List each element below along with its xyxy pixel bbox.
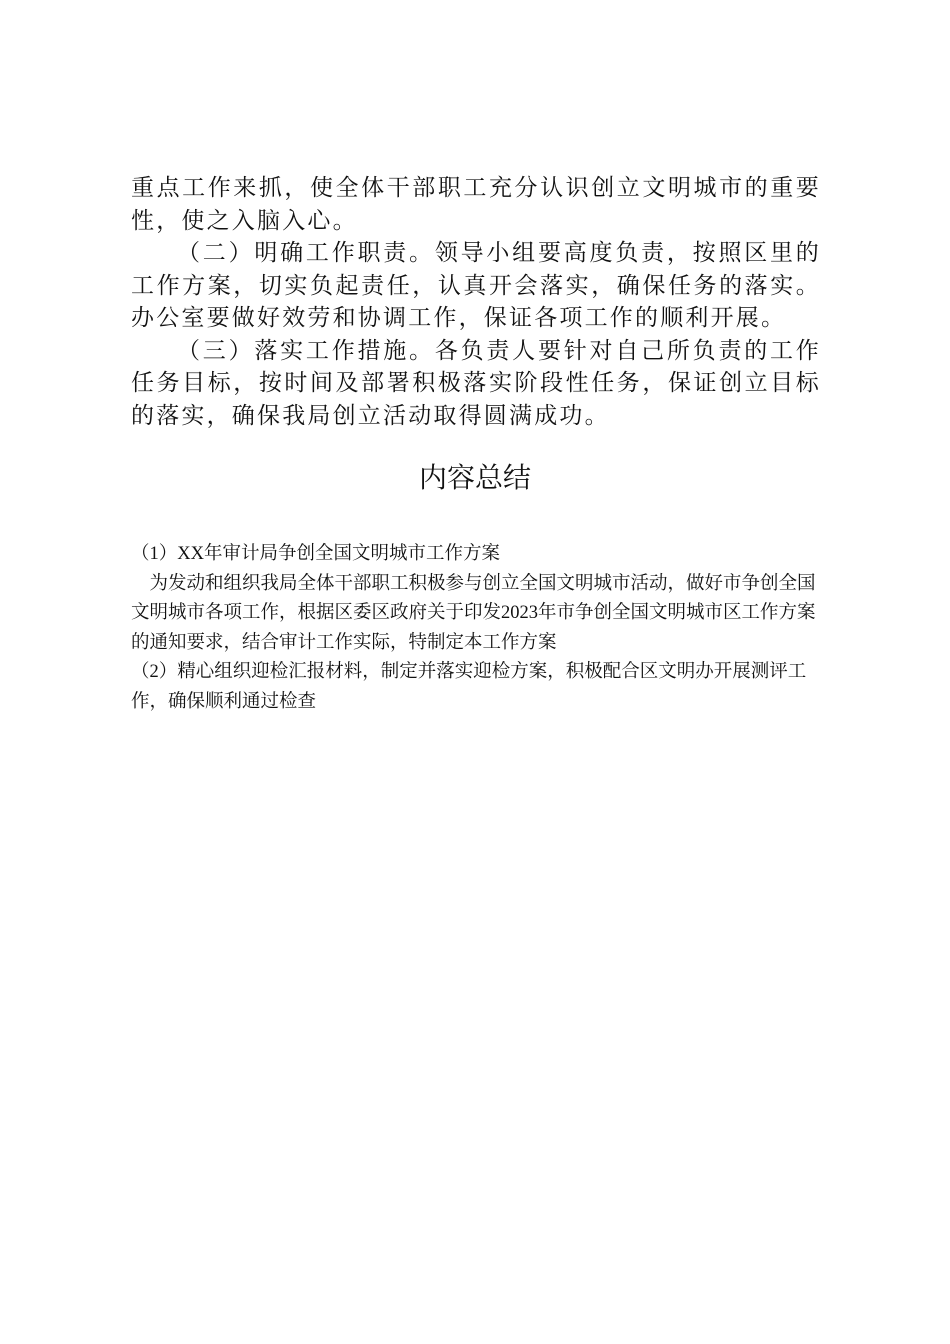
summary-item-1-heading: （1）XX年审计局争创全国文明城市工作方案 <box>131 544 500 564</box>
body-paragraph-2: （二）明确工作职责。领导小组要高度负责，按照区里的工作方案，切实负起责任，认真开会落实，确保任务的落实。办公室要做好效劳和协调工作，保证各项工作的顺利开展。 <box>131 240 821 331</box>
body-paragraph-3: （三）落实工作措施。各负责人要针对自己所负责的工作任务目标，按时间及部署积极落实阶段性任务，保证创立目标的落实，确保我局创立活动取得圆满成功。 <box>131 337 821 429</box>
body-paragraph-1: 重点工作来抓，使全体干部职工充分认识创立文明城市的重要性，使之入脑入心。 <box>131 175 821 234</box>
body-text <box>131 172 821 432</box>
summary-item-1-body: 为发动和组织我局全体干部职工积极参与创立全国文明城市活动，做好市争创全国文明城市各项工作，根据区委区政府关于印发2023年市争创全国文明城市区工作方案的通知要求，结合审计工作实际，特制定本工作方案 <box>131 573 816 653</box>
summary-item-2: （2）精心组织迎检汇报材料，制定并落实迎检方案，积极配合区文明办开展测评工作，确保顺利通过检查 <box>131 662 807 712</box>
summary-title: 内容总结 <box>418 461 531 494</box>
summary-section <box>131 540 826 717</box>
